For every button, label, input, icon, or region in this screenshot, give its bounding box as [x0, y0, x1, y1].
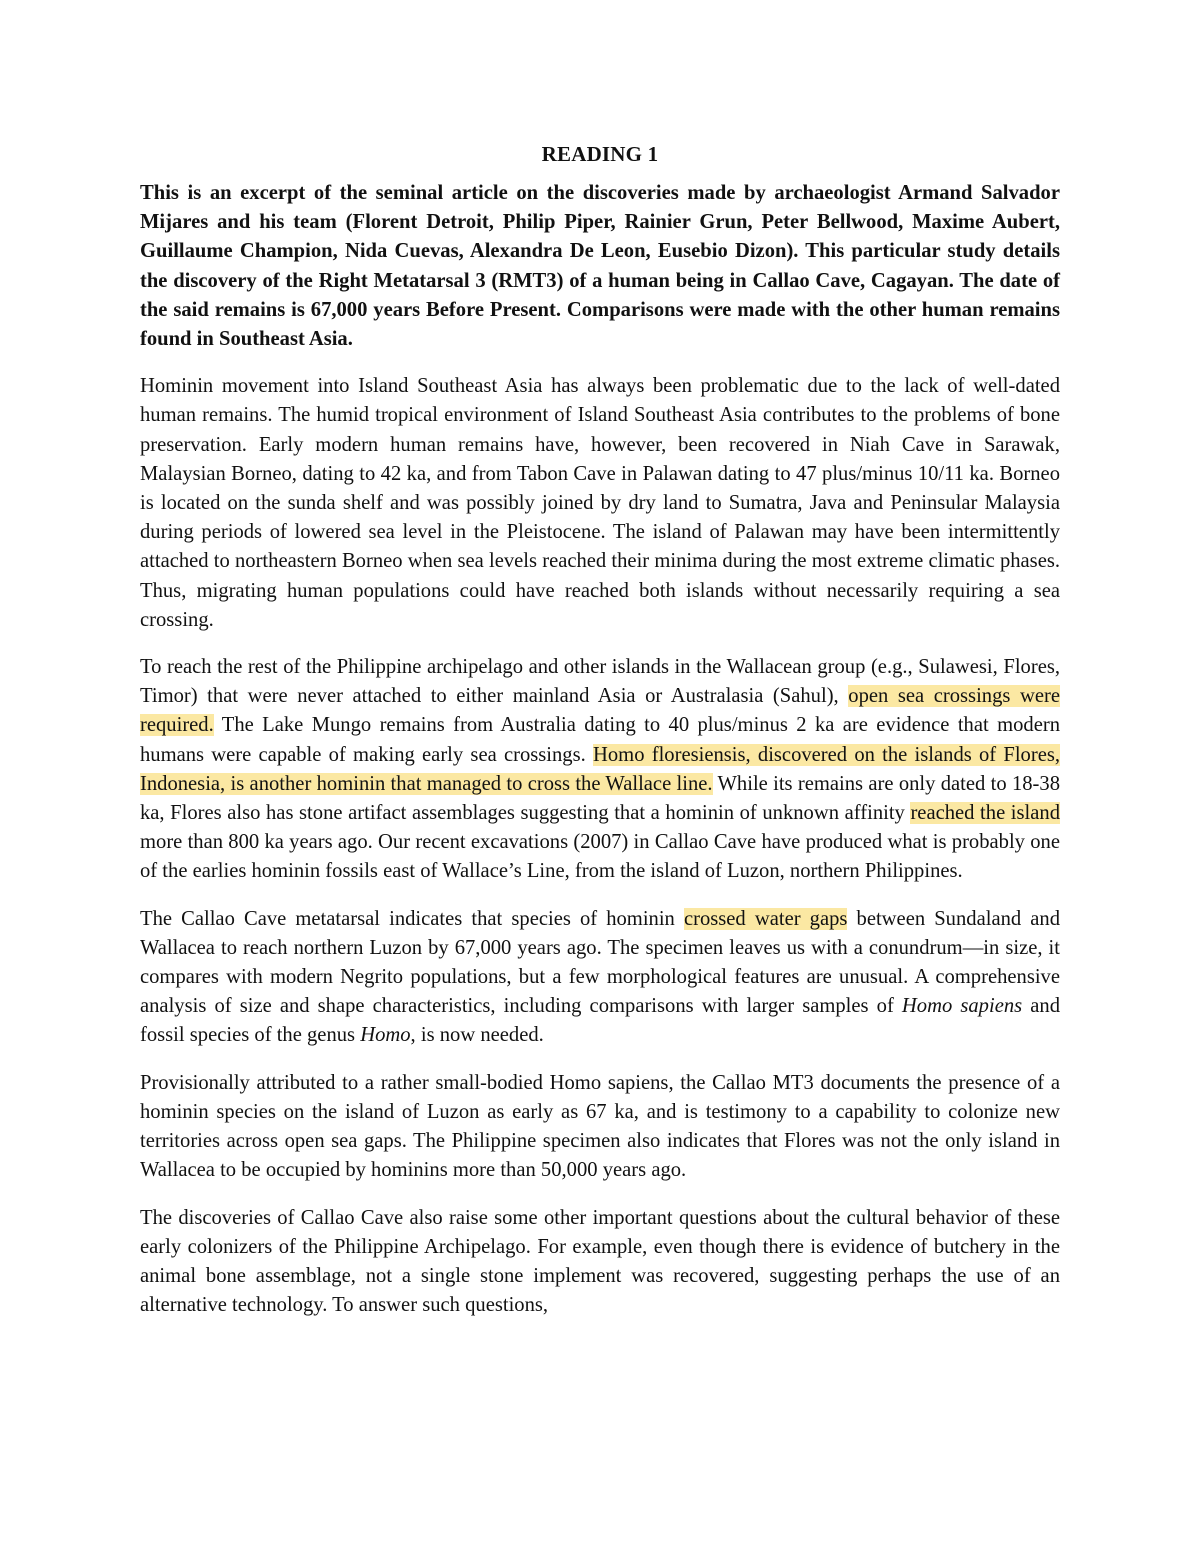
paragraph-1: Hominin movement into Island Southeast Asia has always been problematic due to the lack of well-dated human remains. The humid tropical environment of Island Southeast Asia contributes to the problems of bone preservation. Early modern human remains have, however, been recovered in Niah Cave in Sarawak, Malaysian Borneo, dating to 42 ka, and from Tabon Cave in Palawan dating to 47 plus/minus 10/11 ka. Borneo is located on the sunda shelf and was possibly joined by dry land to Sumatra, Java and Peninsular Malaysia during periods of lowered sea level in the Pleistocene. The island of Palawan may have been intermittently attached to northeastern Borneo when sea levels reached their minima during the most extreme climatic phases. Thus, migrating human populations could have reached both islands without necessarily requiring a sea crossing.: [140, 375, 1060, 631]
paragraph-4: Provisionally attributed to a rather small-bodied Homo sapiens, the Callao MT3 documents the presence of a hominin species on the island of Luzon as early as 67 ka, and is testimony to a capability to colonize new territories across open sea gaps. The Philippine specimen also indicates that Flores was not the only island in Wallacea to be occupied by hominins more than 50,000 years ago.: [140, 1071, 1060, 1182]
paragraph-5: The discoveries of Callao Cave also raise some other important questions about the cultural behavior of these early colonizers of the Philippine Archipelago. For example, even though there is evidence of butchery in the animal bone assemblage, not a single stone implement was recovered, suggesting perhaps the use of an alternative technology. To answer such questions,: [140, 1206, 1060, 1317]
document-page: [140, 140, 1060, 1338]
highlight-open-sea-crossings: open sea crossings were required.: [140, 685, 1060, 737]
paragraph-3-text-4: , is now needed.: [410, 1024, 544, 1047]
paragraph-3-text-1: The Callao Cave metatarsal indicates that species of hominin: [140, 907, 684, 930]
italic-homo: Homo: [360, 1024, 411, 1047]
paragraph-2-text-3: While its remains are only dated to 18-38 ka, Flores also has stone artifact assemblages suggesting that a hominin of unknown affinity: [140, 772, 1060, 825]
reading-title: READING 1: [541, 142, 659, 166]
italic-homo-sapiens: Homo sapiens: [901, 995, 1023, 1018]
paragraph-2-text-1: To reach the rest of the Philippine archipelago and other islands in the Wallacean group (e.g., Sulawesi, Flores, Timor) that were never attached to either mainland Asia or Australasia (Sahul),: [140, 656, 1060, 708]
highlight-crossed-water-gaps: crossed water gaps: [683, 907, 848, 930]
paragraph-3-text-2: between Sundaland and Wallacea to reach northern Luzon by 67,000 years ago. The specimen leaves us with a conundrum—in size, it compares with modern Negrito populations, but a few morphological features are unusual. A comprehensive analysis of size and shape characteristics, including comparisons with larger samples of: [140, 907, 1061, 1018]
paragraph-3: [140, 905, 1060, 1051]
paragraph-2: [140, 653, 1060, 887]
paragraph-2-text-4: more than 800 ka years ago. Our recent excavations (2007) in Callao Cave have produced what is probably one of the earlies hominin fossils east of Wallace’s Line, from the island of Luzon, northern Philippines.: [140, 831, 1060, 883]
highlight-homo-floresiensis: Homo floresiensis, discovered on the islands of Flores, Indonesia, is another hominin that managed to cross the Wallace line.: [140, 743, 1061, 795]
paragraph-2-text-2: The Lake Mungo remains from Australia dating to 40 plus/minus 2 ka are evidence that modern humans were capable of making early sea crossings.: [140, 714, 1060, 766]
intro-paragraph: This is an excerpt of the seminal article on the discoveries made by archaeologist Armand Salvador Mijares and his team (Florent Detroit, Philip Piper, Rainier Grun, Peter Bellwood, Maxime Aubert, Guillaume Champion, Nida Cuevas, Alexandra De Leon, Eusebio Dizon). This particular study details the discovery of the Right Metatarsal 3 (RMT3) of a human being in Callao Cave, Cagayan. The date of the said remains is 67,000 years Before Present. Comparisons were made with the other human remains found in Southeast Asia.: [140, 182, 1060, 351]
highlight-reached-the-island: reached the island: [910, 802, 1060, 825]
paragraph-3-text-3: and fossil species of the genus: [140, 995, 1060, 1047]
